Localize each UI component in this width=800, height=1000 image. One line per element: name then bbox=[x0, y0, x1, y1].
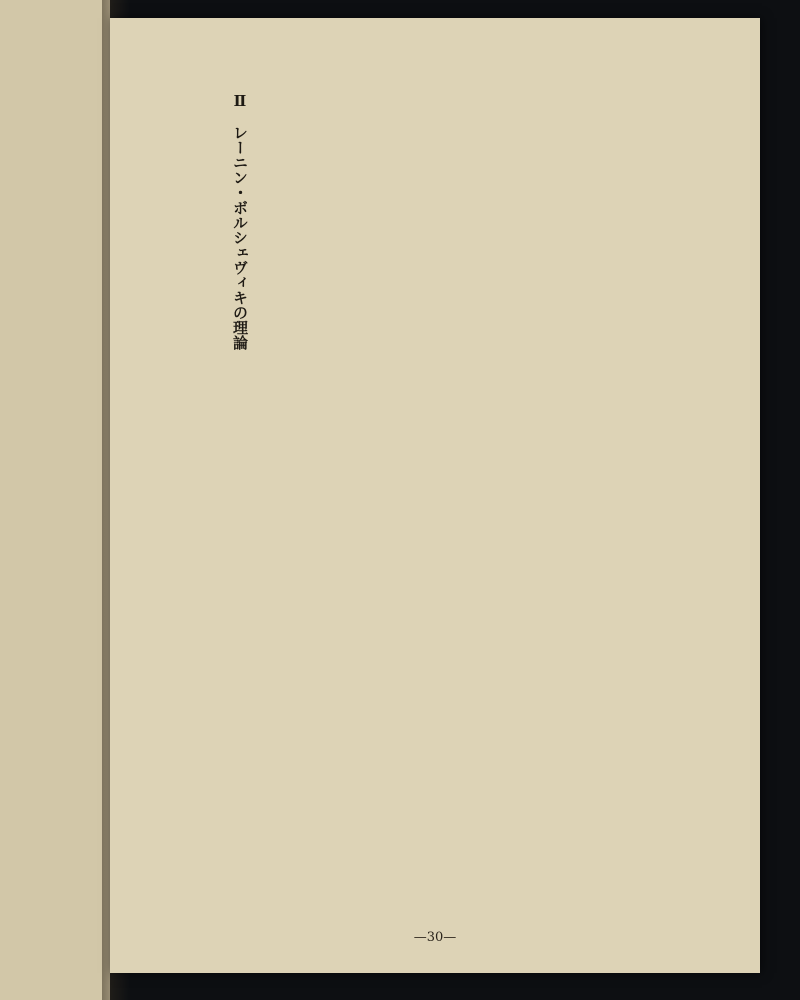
left-page bbox=[0, 0, 110, 1000]
upper-text-block bbox=[324, 70, 724, 450]
page-number: —30— bbox=[413, 930, 457, 945]
right-page bbox=[110, 18, 760, 973]
lower-text-block bbox=[324, 538, 724, 918]
section-heading: Ⅱ レーニン・ボルシェヴィキの理論 bbox=[231, 92, 249, 350]
left-page-text bbox=[0, 80, 100, 900]
